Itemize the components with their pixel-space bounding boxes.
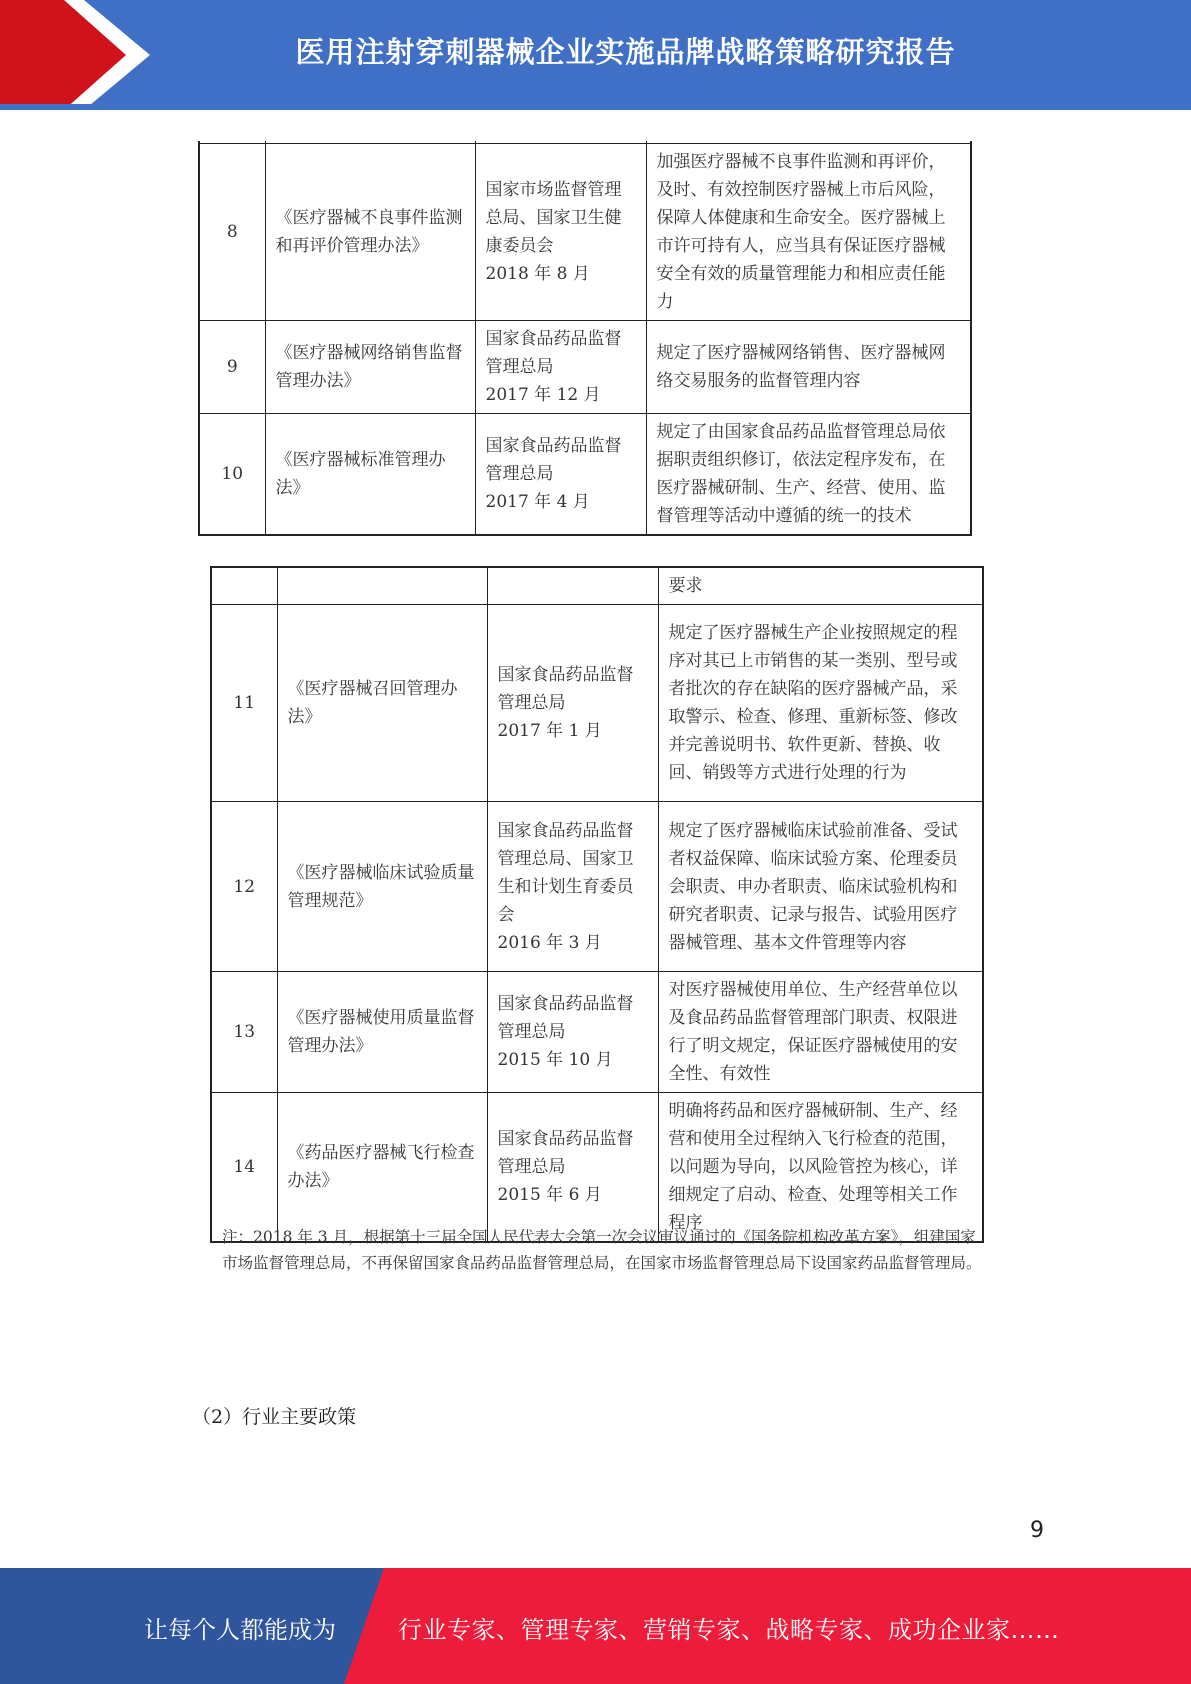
row-number: 10 [199, 414, 265, 536]
regulation-name: 《医疗器械网络销售监督管理办法》 [265, 321, 475, 414]
table-row [199, 321, 971, 414]
table-row [211, 567, 983, 605]
regulation-name: 《医疗器械使用质量监督管理办法》 [277, 972, 487, 1093]
table-footnote: 注：2018 年 3 月，根据第十三届全国人民代表大会第一次会议审议通过的《国务院机构改革方案》，组建国家市场监督管理总局，不再保留国家食品药品监督管理总局，在国家市场监督管理总局下设国家药品监督管理局。 [222, 1228, 982, 1272]
regulation-content: 规定了医疗器械生产企业按照规定的程序对其已上市销售的某一类别、型号或者批次的存在缺陷的医疗器械产品，采取警示、检查、修理、重新标签、修改并完善说明书、软件更新、替换、收回、销毁等方式进行处理的行为 [658, 605, 983, 802]
row-number: 9 [199, 321, 265, 414]
issuer-cell [475, 144, 646, 321]
issue-date: 2017 年 12 月 [485, 385, 601, 405]
regulation-content: 对医疗器械使用单位、生产经营单位以及食品药品监督管理部门职责、权限进行了明文规定，保证医疗器械使用的安全性、有效性 [658, 972, 983, 1093]
issuer-cell [475, 321, 646, 414]
report-title: 医用注射穿刺器械企业实施品牌战略策略研究报告 [295, 35, 956, 69]
regulation-content: 规定了医疗器械临床试验前准备、受试者权益保障、临床试验方案、伦理委员会职责、申办者职责、临床试验机构和研究者职责、记录与报告、试验用医疗器械管理、基本文件管理等内容 [658, 802, 983, 972]
issuer: 国家市场监督管理总局、国家卫生健康委员会 [485, 180, 622, 256]
issuer-cell [475, 414, 646, 536]
regulation-name: 《医疗器械标准管理办法》 [265, 414, 475, 536]
table-row [211, 1093, 983, 1243]
issuer-cell [487, 802, 658, 972]
regulation-name: 《药品医疗器械飞行检查办法》 [277, 1093, 487, 1243]
issuer-cell [487, 1093, 658, 1243]
regulation-content: 明确将药品和医疗器械研制、生产、经营和使用全过程纳入飞行检查的范围，以问题为导向，以风险管控为核心，详细规定了启动、检查、处理等相关工作程序 [658, 1093, 983, 1243]
row-number: 14 [211, 1093, 277, 1243]
row-number: 8 [199, 144, 265, 321]
regulation-name: 《医疗器械不良事件监测和再评价管理办法》 [265, 144, 475, 321]
table-row [211, 802, 983, 972]
row-number: 12 [211, 802, 277, 972]
issuer: 国家食品药品监督管理总局、国家卫生和计划生育委员会 [497, 820, 634, 925]
issuer: 国家食品药品监督管理总局 [497, 1129, 634, 1177]
regulation-content: 规定了医疗器械网络销售、医疗器械网络交易服务的监督管理内容 [646, 321, 971, 414]
regulation-content: 加强医疗器械不良事件监测和再评价，及时、有效控制医疗器械上市后风险，保障人体健康和生命安全。医疗器械上市许可持有人，应当具有保证医疗器械安全有效的质量管理能力和相应责任能力 [646, 144, 971, 321]
issue-date: 2018 年 8 月 [485, 264, 590, 284]
regulation-name: 《医疗器械临床试验质量管理规范》 [277, 802, 487, 972]
issuer: 国家食品药品监督管理总局 [485, 329, 622, 377]
issue-date: 2016 年 3 月 [497, 932, 602, 953]
issuer: 国家食品药品监督管理总局 [485, 436, 622, 484]
table-row [199, 144, 971, 321]
regulation-table-part2 [210, 566, 984, 1243]
header-bar [0, 0, 1191, 110]
issuer: 国家食品药品监督管理总局 [497, 994, 634, 1042]
footer-slogan-right: 行业专家、管理专家、营销专家、战略专家、成功企业家…… [398, 1616, 1060, 1644]
issue-date: 2017 年 1 月 [497, 721, 602, 741]
table-row [211, 605, 983, 802]
table-row [211, 972, 983, 1093]
row-number: 11 [211, 605, 277, 802]
issuer-cell [487, 605, 658, 802]
table-row [199, 414, 971, 536]
issue-date: 2015 年 10 月 [497, 1050, 613, 1070]
regulation-name: 《医疗器械召回管理办法》 [277, 605, 487, 802]
issue-date: 2015 年 6 月 [497, 1185, 602, 1205]
continuation-cell: 要求 [658, 567, 983, 605]
footer-slogan-left: 让每个人都能成为 [144, 1616, 336, 1644]
row-number: 13 [211, 972, 277, 1093]
issuer: 国家食品药品监督管理总局 [497, 665, 634, 713]
section-heading: （2）行业主要政策 [192, 1406, 357, 1428]
issue-date: 2017 年 4 月 [485, 492, 590, 512]
page-number: 9 [1030, 1518, 1044, 1543]
regulation-content: 规定了由国家食品药品监督管理总局依据职责组织修订，依法定程序发布，在医疗器械研制、生产、经营、使用、监督管理等活动中遵循的统一的技术 [646, 414, 971, 536]
regulation-table-part1 [198, 141, 972, 536]
issuer-cell [487, 972, 658, 1093]
